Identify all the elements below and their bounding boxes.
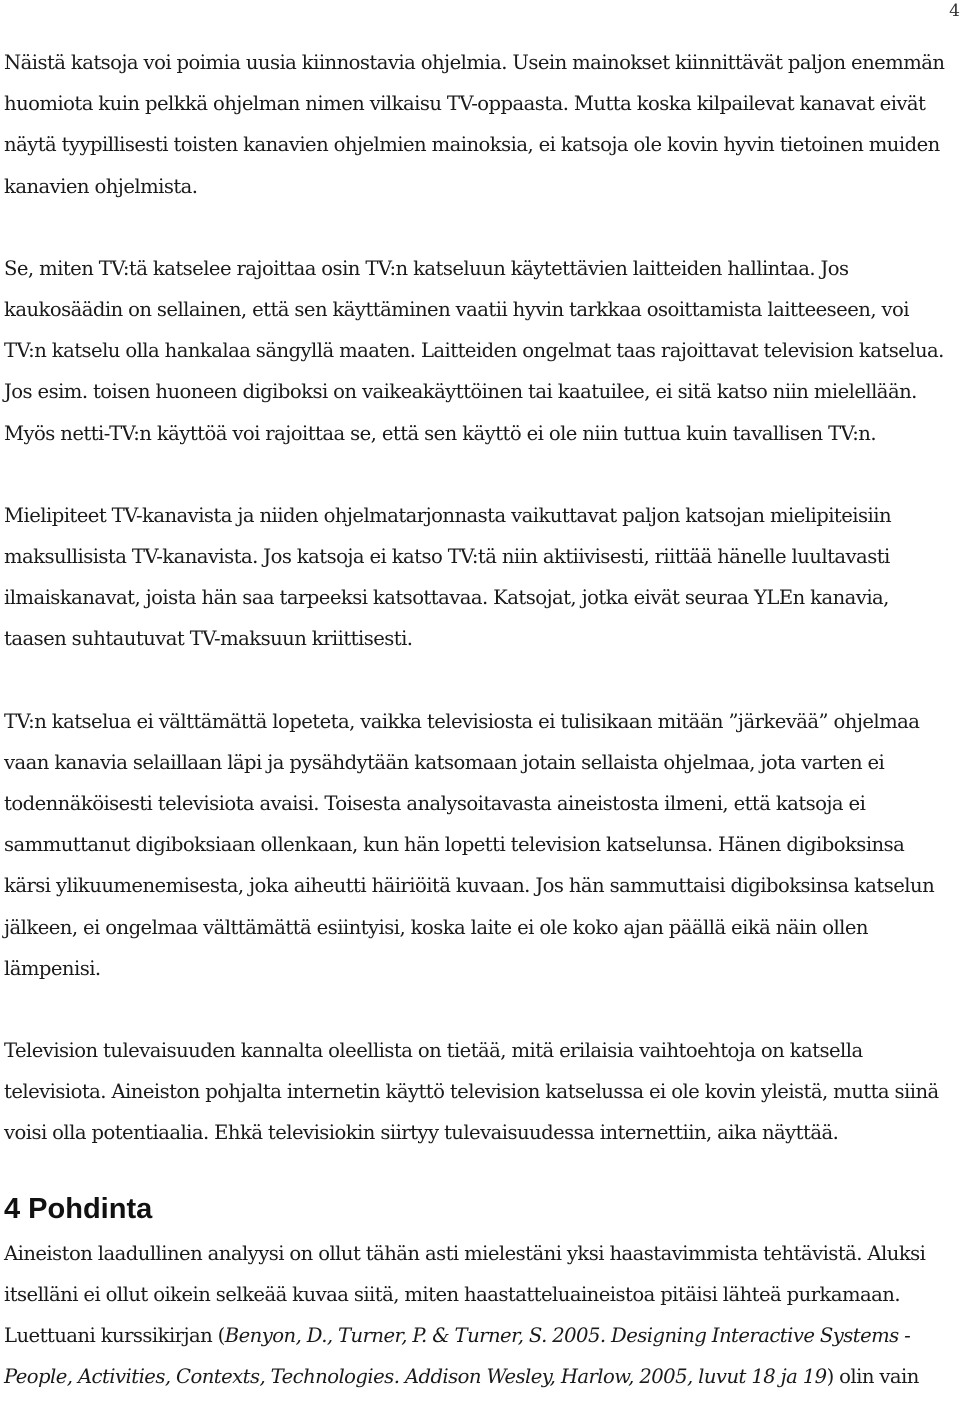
paragraph-spacer bbox=[4, 660, 954, 701]
section-intro-tail: ) olin vain bbox=[826, 1365, 919, 1389]
paragraph-3: Mielipiteet TV-kanavista ja niiden ohjelmatarjonnasta vaikuttavat paljon katsojan mielipiteisiin maksullisista TV-kanavista. Jos katsoja ei katso TV:tä niin aktiivisesti, riittää hänelle luultavasti ilmaiskanavat, joista hän saa tarpeeksi katsottavaa. Katsojat, jotka eivät seuraa YLEn kanavia, taasen suhtautuvat TV-maksuun kriittisesti. bbox=[4, 503, 892, 651]
section-spacer bbox=[4, 1154, 954, 1180]
paragraph-spacer bbox=[4, 207, 954, 248]
paragraph-spacer bbox=[4, 989, 954, 1030]
paragraph-5: Television tulevaisuuden kannalta oleellista on tietää, mitä erilaisia vaihtoehtoja on katsella televisiota. Aineiston pohjalta internetin käyttö television katselussa ei ole kovin yleistä, mutta siinä voisi olla potentiaalia. Ehkä televisiokin siirtyy tulevaisuudessa internettiin, aika näyttää. bbox=[4, 1039, 939, 1145]
citation-text: Benyon, D., Turner, P. & Turner, S. 2005. Designing Interactive Systems - People, Activities, Contexts, Technologies. Addison Wesley, Harlow, 2005, luvut 18 ja 19 bbox=[4, 1324, 911, 1389]
paragraph-4: TV:n katselua ei välttämättä lopeteta, vaikka televisiosta ei tulisikaan mitään ”järkevää” ohjelmaa vaan kanavia selaillaan läpi ja pysähdytään katsomaan jotain sellaista ohjelmaa, jota varten ei todennäköisesti televisiota avaisi. Toisesta analysoitavasta aineistosta ilmeni, että katsoja ei sammuttanut digiboksiaan ollenkaan, kun hän lopetti television katselunsa. Hänen digiboksinsa kärsi ylikuumenemisesta, joka aiheutti häiriöitä kuvaan. Jos hän sammuttaisi digiboksinsa katselun jälkeen, ei ongelmaa välttämättä esiintyisi, koska laite ei ole koko ajan päällä eikä näin ollen lämpenisi. bbox=[4, 709, 935, 980]
paragraph-spacer bbox=[4, 454, 954, 495]
section-intro-paragraph bbox=[4, 1233, 954, 1398]
document-body bbox=[4, 42, 954, 1397]
paragraph-2: Se, miten TV:tä katselee rajoittaa osin TV:n katseluun käytettävien laitteiden hallintaa. Jos kaukosäädin on sellainen, että sen käyttäminen vaatii hyvin tarkkaa osoittamista laitteeseen, voi TV:n katselu olla hankalaa sängyllä maaten. Laitteiden ongelmat taas rajoittavat television katselua. Jos esim. toisen huoneen digiboksi on vaikeakäyttöinen tai kaatuilee, ei sitä katso niin mielellään. Myös netti-TV:n käyttöä voi rajoittaa se, että sen käyttö ei ole niin tuttua kuin tavallisen TV:n. bbox=[4, 256, 944, 445]
paragraph-1: Näistä katsoja voi poimia uusia kiinnostavia ohjelmia. Usein mainokset kiinnittävät paljon enemmän huomiota kuin pelkkä ohjelman nimen vilkaisu TV-oppaasta. Mutta koska kilpailevat kanavat eivät näytä tyypillisesti toisten kanavien ohjelmien mainoksia, ei katsoja ole kovin hyvin tietoinen muiden kanavien ohjelmista. bbox=[4, 51, 945, 198]
page-number: 4 bbox=[949, 1, 960, 21]
section-heading: 4 Pohdinta bbox=[4, 1192, 153, 1225]
section-intro-text: Aineiston laadullinen analyysi on ollut tähän asti mielestäni yksi haastavimmista tehtävistä. Aluksi itselläni ei ollut oikein selkeää kuvaa siitä, miten haastatteluaineistoa pitäisi lähteä purkamaan. Luettuani kurssikirjan ( bbox=[4, 1241, 926, 1348]
